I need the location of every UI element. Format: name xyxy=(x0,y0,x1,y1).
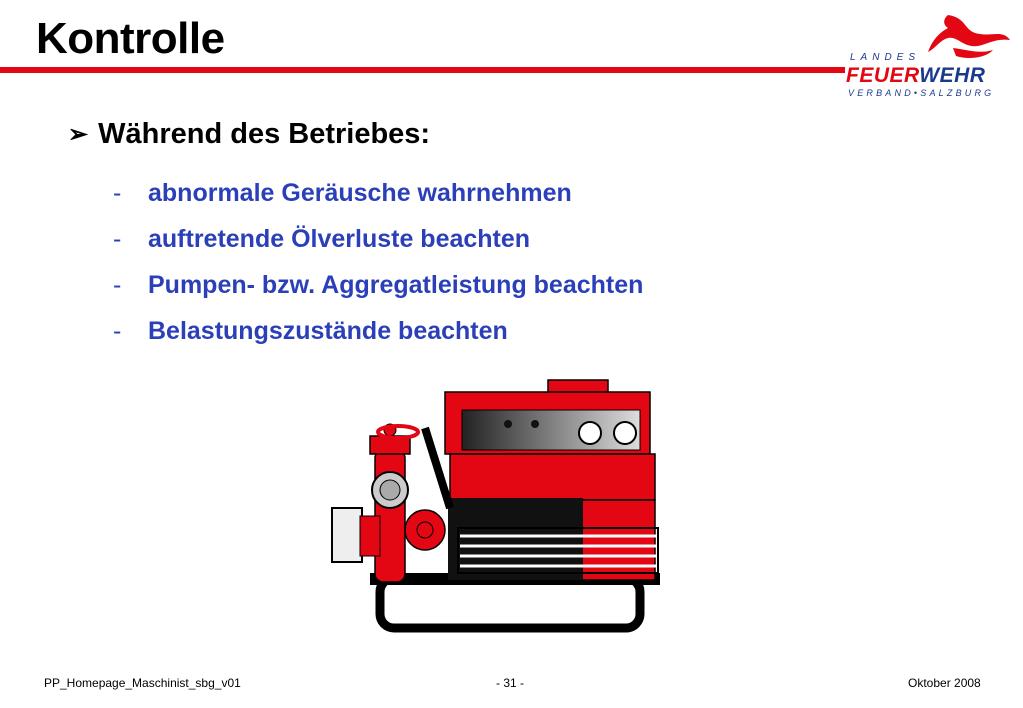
footer-date: Oktober 2008 xyxy=(908,676,981,690)
list-item xyxy=(113,262,643,308)
logo-bottom-text: VERBAND•SALZBURG xyxy=(848,88,995,98)
logo-wehr: WEHR xyxy=(919,64,986,87)
feuerwehr-logo xyxy=(838,10,1018,100)
bullet-list xyxy=(113,170,643,354)
section-heading xyxy=(68,118,430,151)
logo-feuer: FEUER xyxy=(846,64,920,87)
list-item xyxy=(113,308,643,354)
dash-bullet: - xyxy=(113,270,122,299)
footer-filename: PP_Homepage_Maschinist_sbg_v01 xyxy=(44,676,241,690)
dash-bullet: - xyxy=(113,224,122,253)
section-heading-text: Während des Betriebes: xyxy=(98,118,431,150)
footer-page-number: - 31 - xyxy=(496,676,525,690)
arrow-bullet-icon: ➢ xyxy=(68,120,89,148)
dash-bullet: - xyxy=(113,316,122,345)
logo-top-text: LANDES xyxy=(850,52,921,63)
list-item xyxy=(113,170,643,216)
list-item xyxy=(113,216,643,262)
dash-bullet: - xyxy=(113,178,122,207)
title-underline xyxy=(0,67,845,73)
list-item-text: abnormale Geräusche wahrnehmen xyxy=(148,178,572,207)
logo-swoosh-icon xyxy=(918,10,1013,65)
slide-title: Kontrolle xyxy=(36,14,225,63)
fire-pump-illustration xyxy=(330,378,690,633)
logo-main-text xyxy=(846,64,985,88)
list-item-text: Belastungszustände beachten xyxy=(148,316,508,345)
list-item-text: auftretende Ölverluste beachten xyxy=(148,224,531,253)
list-item-text: Pumpen- bzw. Aggregatleistung beachten xyxy=(148,270,644,299)
